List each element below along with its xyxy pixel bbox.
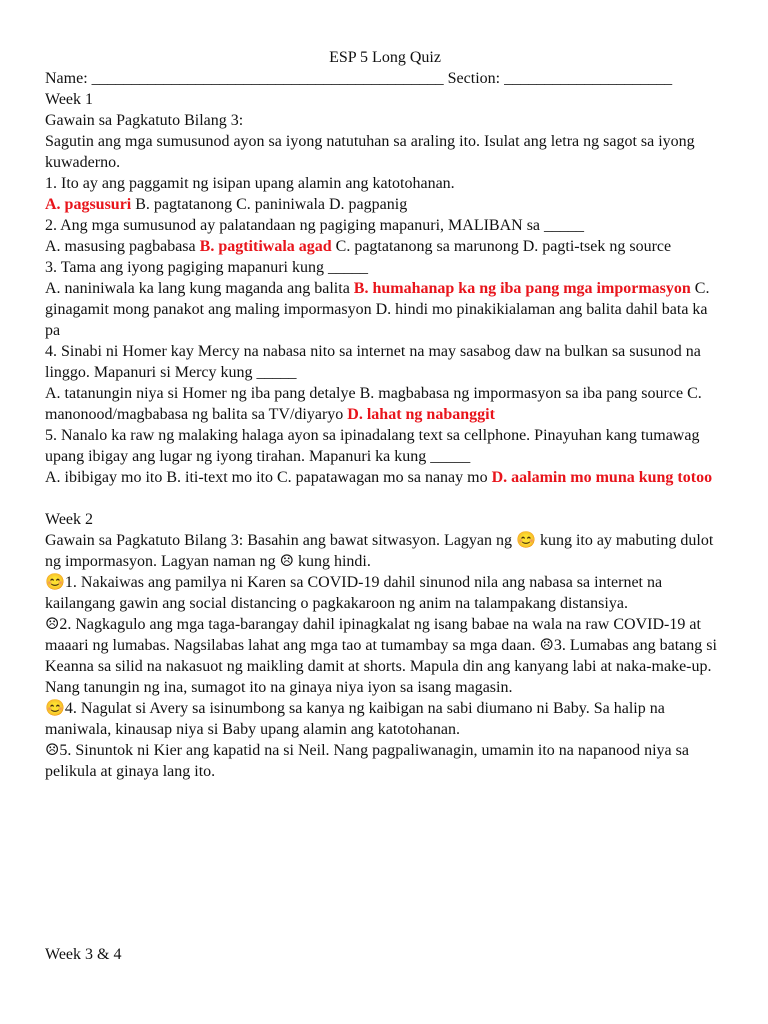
week1-heading: Week 1 (45, 91, 94, 108)
choices-3 (45, 278, 725, 341)
question-1: 1. Ito ay ang paggamit ng isipan upang alamin ang katotohanan. (45, 175, 455, 192)
correct-answer: D. aalamin mo muna kung totoo (491, 469, 713, 486)
week1-activity-title: Gawain sa Pagkatuto Bilang 3: (45, 112, 244, 129)
choice-text: B. pagtatanong C. paniniwala D. pagpanig (131, 196, 408, 213)
blank-line (45, 488, 725, 509)
week2-item-5: ☹5. Sinuntok ni Kier ang kapatid na si Neil. Nang pagpaliwanagin, umamin ito na napanood niya sa pelikula at ginaya lang ito. (45, 742, 689, 780)
quiz-title: ESP 5 Long Quiz (329, 49, 441, 66)
week2-item-4: 😊4. Nagulat si Avery sa isinumbong sa kanya ng kaibigan na sabi diumano ni Baby. Sa halip na maniwala, kinausap niya si Baby upang alamin ang katotohanan. (45, 700, 665, 738)
section-field-label: Section: _____________________ (447, 70, 673, 87)
week2-item-2-3: ☹2. Nagkagulo ang mga taga-barangay dahil ipinagkalat ng isang babae na wala na raw COVID-19 at maaari ng lumabas. Nagsilabas lahat ang mga tao at tumambay sa mga daan. ☹3. Lumabas ang batang si Keanna sa silid na nakasuot ng maikling damit at shorts. Mapula din ang kanyang labi at naka-make-up. Nang tanungin ng ina, sumagot ito na ginaya niya iyon sa isang magasin. (45, 616, 717, 696)
choice-text: C. pagtatanong sa marunong D. pagti-tsek ng source (331, 238, 672, 255)
question-3: 3. Tama ang iyong pagiging mapanuri kung _____ (45, 259, 368, 276)
choices-1 (45, 194, 725, 215)
week2-heading: Week 2 (45, 511, 94, 528)
week1-instructions: Sagutin ang mga sumusunod ayon sa iyong natutuhan sa araling ito. Isulat ang letra ng sagot sa iyong kuwaderno. (45, 133, 695, 171)
choices-4 (45, 383, 725, 425)
week2-item-1: 😊1. Nakaiwas ang pamilya ni Karen sa COVID-19 dahil sinunod nila ang nabasa sa internet na kailangang gawin ang social distancing o pagkakaroon ng anim na talampakang distansiya. (45, 574, 663, 612)
choice-text: A. masusing pagbabasa (45, 238, 200, 255)
question-5: 5. Nanalo ka raw ng malaking halaga ayon sa ipinadalang text sa cellphone. Pinayuhan kang tumawag upang ibigay ang lugar ng iyong tirahan. Mapanuri ka kung _____ (45, 427, 700, 465)
name-field-label: Name: ____________________________________________ (45, 70, 444, 87)
week2-instructions: Gawain sa Pagkatuto Bilang 3: Basahin ang bawat sitwasyon. Lagyan ng 😊 kung ito ay mabuting dulot ng impormasyon. Lagyan naman ng ☹ kung hindi. (45, 532, 714, 570)
name-section-line (45, 68, 725, 89)
choice-text: A. ibibigay mo ito B. iti-text mo ito C. papatawagan mo sa nanay mo (45, 469, 492, 486)
question-2: 2. Ang mga sumusunod ay palatandaan ng pagiging mapanuri, MALIBAN sa _____ (45, 217, 585, 234)
choices-2 (45, 236, 725, 257)
choice-text: A. naniniwala ka lang kung maganda ang balita (45, 280, 354, 297)
correct-answer: B. humahanap ka ng iba pang mga impormasyon (353, 280, 691, 297)
week3-4-heading: Week 3 & 4 (45, 946, 122, 963)
question-4: 4. Sinabi ni Homer kay Mercy na nabasa nito sa internet na may sasabog daw na bulkan sa susunod na linggo. Mapanuri si Mercy kung _____ (45, 343, 701, 381)
correct-answer: B. pagtitiwala agad (199, 238, 332, 255)
choice-text: C. ginagamit mong panakot ang maling impormasyon D. hindi mo pinakikialaman ang balita dahil bata ka pa (45, 280, 710, 339)
choice-text: A. tatanungin niya si Homer ng iba pang detalye B. magbabasa ng impormasyon sa iba pang source C. manonood/magbabasa ng balita sa TV/diyaryo (45, 385, 702, 423)
quiz-document (45, 47, 725, 782)
correct-answer: A. pagsusuri (45, 196, 132, 213)
correct-answer: D. lahat ng nabanggit (347, 406, 495, 423)
choices-5 (45, 467, 725, 488)
